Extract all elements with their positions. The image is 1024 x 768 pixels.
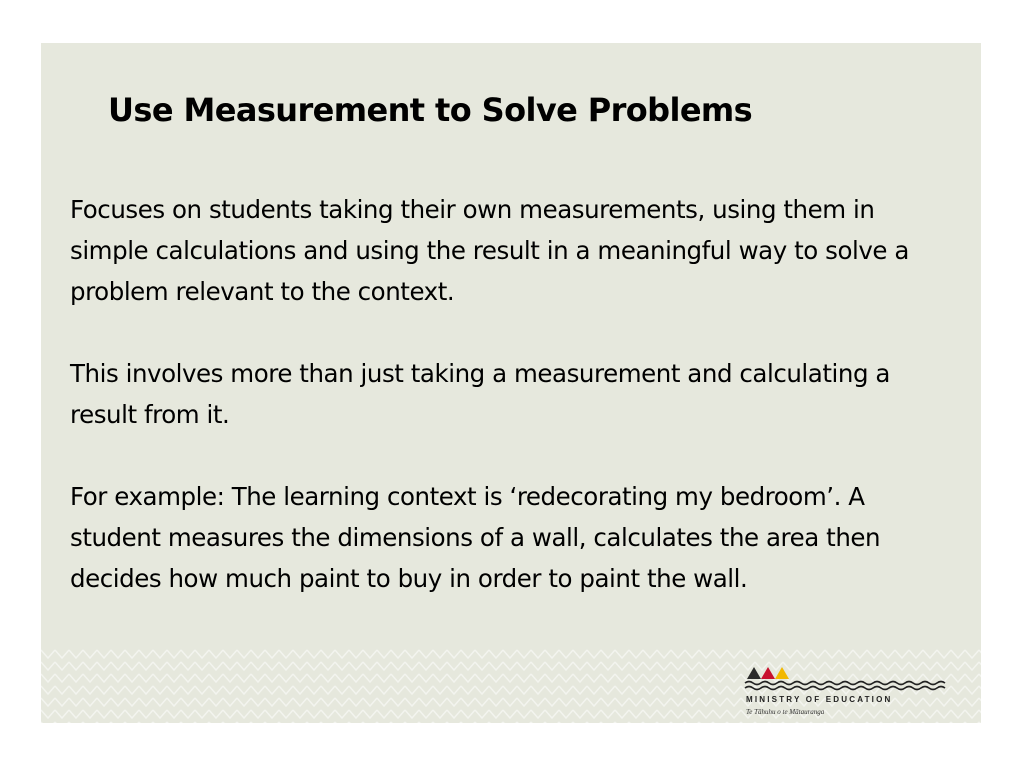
- logo-triangle-yellow: [775, 667, 789, 679]
- logo-triangle-red: [761, 667, 775, 679]
- logo-subtitle: Te Tāhuhu o te Mātauranga: [746, 708, 825, 716]
- ministry-of-education-logo: [741, 661, 951, 721]
- logo-wave-line-2: [745, 687, 945, 690]
- logo-wave-line-1: [745, 682, 945, 685]
- body-paragraph-involves: This involves more than just taking a measurement and calculating a result from it.: [70, 359, 890, 429]
- slide-body: [70, 189, 930, 640]
- logo-name: MINISTRY OF EDUCATION: [746, 695, 893, 704]
- slide-title: Use Measurement to Solve Problems: [108, 91, 753, 129]
- logo-triangle-black: [747, 667, 761, 679]
- body-paragraph-intro: Focuses on students taking their own measurements, using them in simple calculations and using the result in a meaningful way to solve a problem relevant to the context.: [70, 195, 909, 306]
- slide: [41, 43, 981, 723]
- body-paragraph-example: For example: The learning context is ‘redecorating my bedroom’. A student measures the dimensions of a wall, calculates the area then decides how much paint to buy in order to paint the wall.: [70, 482, 881, 593]
